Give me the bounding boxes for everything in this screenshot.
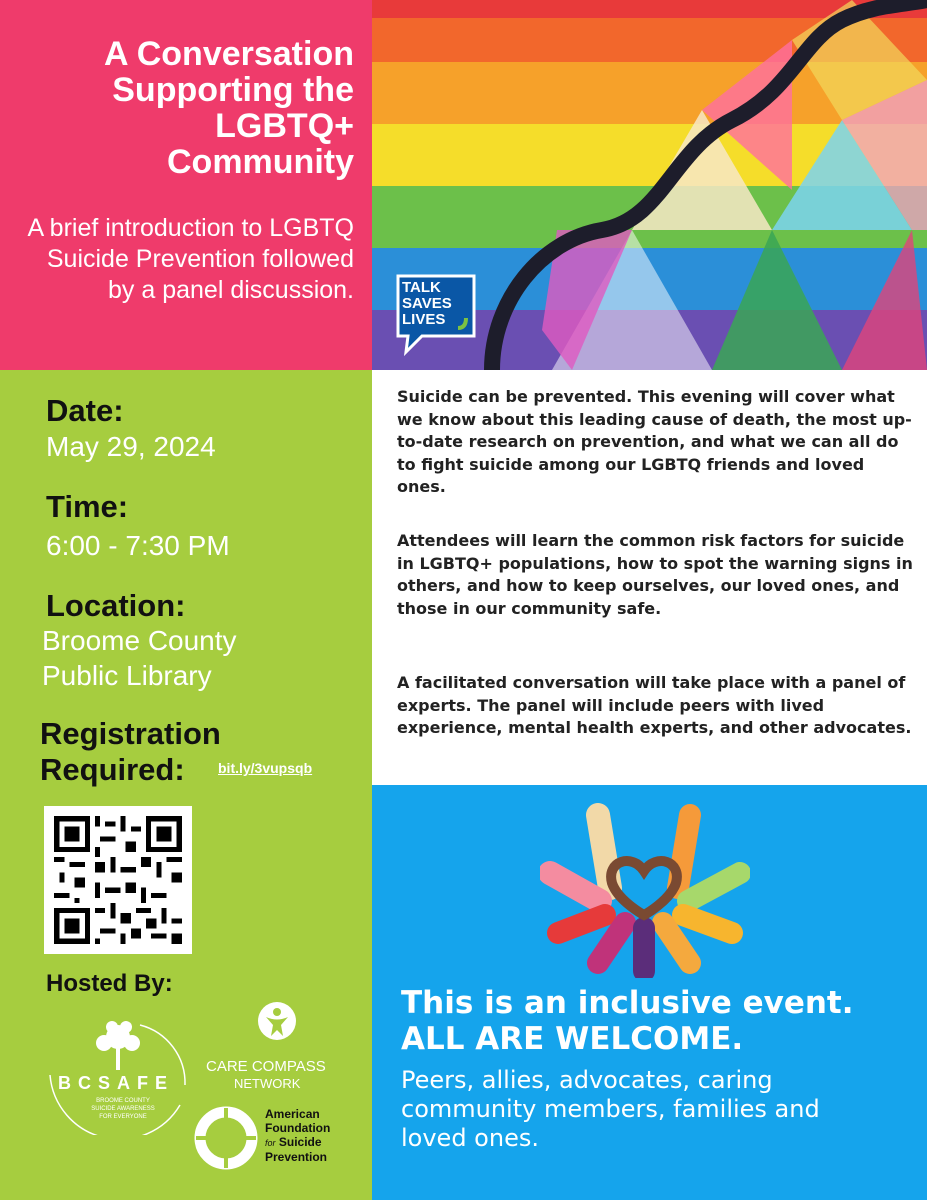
event-title: A Conversation Supporting the LGBTQ+ Community bbox=[103, 35, 354, 181]
bcsafe-name: BCSAFE bbox=[58, 1073, 175, 1093]
qr-code[interactable] bbox=[44, 806, 192, 954]
care-compass-line-2: NETWORK bbox=[234, 1076, 301, 1091]
care-compass-line-1: CARE COMPASS bbox=[206, 1058, 326, 1075]
logo-line-talk: TALK bbox=[402, 279, 441, 296]
talk-saves-lives-logo bbox=[392, 272, 480, 354]
inclusive-audience: Peers, allies, advocates, caring community members, families and loved ones. bbox=[401, 1066, 820, 1152]
header-panel bbox=[0, 0, 372, 370]
event-subtitle: A brief introduction to LGBTQ Suicide Prevention followed by a panel discussion. bbox=[27, 214, 354, 304]
description-paragraph-1: Suicide can be prevented. This evening will cover what we know about this leading cause of death, the most up-to-date research on prevention, and what we can all do to fight suicide among our LGBTQ friends and loved ones. bbox=[397, 387, 912, 496]
logo-line-lives: LIVES bbox=[402, 311, 446, 328]
location-line-1: Broome County bbox=[42, 625, 237, 656]
description-paragraph-3: A facilitated conversation will take place with a panel of experts. The panel will include peers with lived experience, mental health experts, and other advocates. bbox=[397, 673, 912, 737]
date-label: Date: bbox=[46, 393, 124, 428]
afsp-line-3: Suicide bbox=[278, 1135, 322, 1149]
location-label: Location: bbox=[46, 588, 186, 623]
afsp-logo bbox=[193, 1105, 363, 1175]
bcsafe-subtitle-1: BROOME COUNTY bbox=[96, 1098, 150, 1104]
afsp-line-1: American bbox=[265, 1107, 320, 1121]
lifebuoy-icon bbox=[193, 1105, 259, 1171]
registration-label: Registration bbox=[40, 716, 221, 751]
registration-required: Required: bbox=[40, 752, 185, 787]
afsp-line-2: Foundation bbox=[265, 1121, 331, 1135]
description-paragraph-2: Attendees will learn the common risk factors for suicide in LGBTQ+ populations, how to spot the warning signs in others, and how to keep ourselves, our loved ones, and those in our community safe. bbox=[397, 531, 913, 618]
time-value: 6:00 - 7:30 PM bbox=[46, 530, 230, 561]
registration-link[interactable]: bit.ly/3vupsqb bbox=[218, 760, 313, 776]
care-compass-icon bbox=[256, 1000, 298, 1042]
afsp-for: for bbox=[265, 1138, 276, 1148]
bcsafe-subtitle-3: FOR EVERYONE bbox=[99, 1114, 147, 1120]
inclusive-line-1: This is an inclusive event. bbox=[401, 985, 854, 1021]
hosted-by-label: Hosted By: bbox=[46, 970, 173, 997]
bcsafe-logo bbox=[40, 1015, 190, 1135]
hands-heart-illustration bbox=[540, 803, 750, 978]
time-label: Time: bbox=[46, 489, 129, 524]
care-compass-logo bbox=[206, 1000, 356, 1100]
inclusive-line-2: ALL ARE WELCOME. bbox=[401, 1021, 744, 1057]
afsp-line-4: Prevention bbox=[265, 1150, 328, 1164]
date-value: May 29, 2024 bbox=[46, 431, 216, 462]
inclusive-headline bbox=[401, 985, 854, 1057]
location-line-2: Public Library bbox=[42, 660, 212, 691]
bcsafe-subtitle-2: SUICIDE AWARENESS bbox=[91, 1106, 155, 1112]
logo-line-saves: SAVES bbox=[402, 295, 452, 312]
rainbow-artwork bbox=[372, 0, 927, 370]
